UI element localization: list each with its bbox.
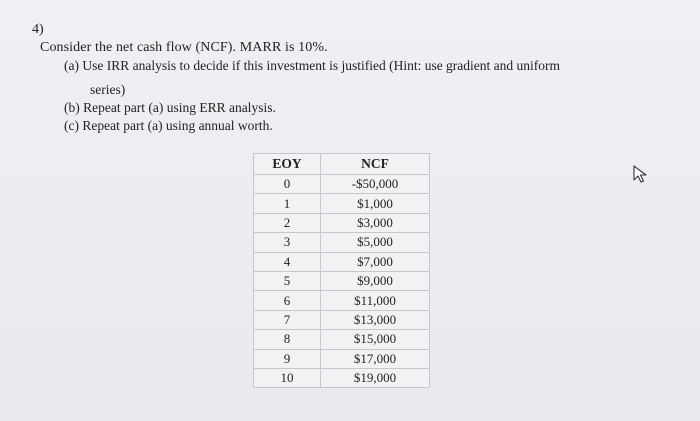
eoy-cell: 6 [254,291,321,310]
ncf-cell: $5,000 [321,233,430,252]
table-row [254,233,430,252]
ncf-cell: $13,000 [321,310,430,329]
ncf-column-header: NCF [321,154,430,175]
ncf-cell: $11,000 [321,291,430,310]
eoy-cell: 9 [254,349,321,368]
ncf-cell: $19,000 [321,368,430,387]
part-b-text: (b) Repeat part (a) using ERR analysis. [64,100,276,115]
part-a-text: (a) Use IRR analysis to decide if this investment is justified (Hint: use gradient and uniform [64,58,561,73]
ncf-cell: $17,000 [321,349,430,368]
table-header-row [254,154,430,175]
eoy-cell: 0 [254,175,321,194]
table-row [254,194,430,213]
mouse-pointer-icon [633,165,649,183]
table-row [254,252,430,271]
ncf-cell: $9,000 [321,271,430,290]
table-row [254,271,430,290]
eoy-column-header: EOY [254,154,321,175]
table-row [254,349,430,368]
question-number: 4) [32,22,44,37]
part-c-text: (c) Repeat part (a) using annual worth. [64,118,273,133]
table-row [254,175,430,194]
cash-flow-table [253,153,430,388]
part-a-text-continued: series) [90,82,126,97]
eoy-cell: 10 [254,368,321,387]
table-row [254,368,430,387]
eoy-cell: 3 [254,233,321,252]
table-row [254,310,430,329]
question-intro: Consider the net cash flow (NCF). MARR is 10%. [40,40,328,55]
ncf-cell: $3,000 [321,213,430,232]
table-row [254,213,430,232]
eoy-cell: 1 [254,194,321,213]
ncf-cell: $1,000 [321,194,430,213]
eoy-cell: 4 [254,252,321,271]
eoy-cell: 5 [254,271,321,290]
ncf-cell: -$50,000 [321,175,430,194]
eoy-cell: 7 [254,310,321,329]
eoy-cell: 2 [254,213,321,232]
ncf-cell: $7,000 [321,252,430,271]
ncf-cell: $15,000 [321,330,430,349]
table-row [254,330,430,349]
eoy-cell: 8 [254,330,321,349]
table-row [254,291,430,310]
